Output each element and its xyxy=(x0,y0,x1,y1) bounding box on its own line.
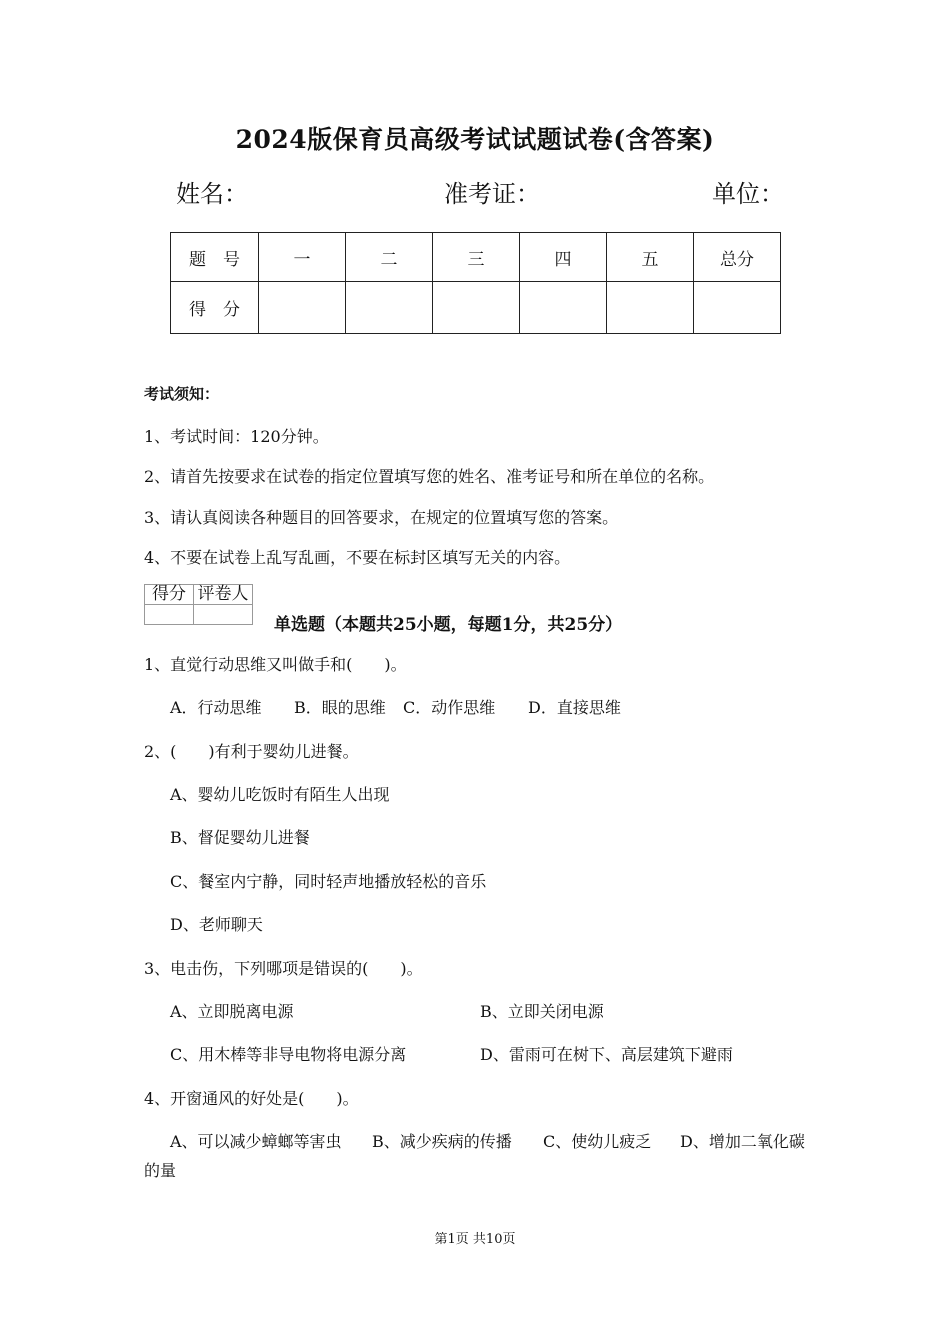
column-header: 二 xyxy=(346,233,433,282)
page-footer: 第1页 共10页 xyxy=(434,1232,516,1247)
question-option: D、老师聊天 xyxy=(170,915,263,934)
grader-label: 评卷人 xyxy=(194,585,253,605)
exam-id-field-label: 准考证： xyxy=(444,180,540,208)
column-header: 三 xyxy=(433,233,520,282)
column-header: 一 xyxy=(259,233,346,282)
question-option: A、婴幼儿吃饭时有陌生人出现 xyxy=(170,785,390,804)
score-cell[interactable] xyxy=(520,282,607,334)
notice-item: 4、不要在试卷上乱写乱画，不要在标封区填写无关的内容。 xyxy=(144,548,571,567)
score-label: 得 分 xyxy=(171,282,259,334)
score-cell[interactable] xyxy=(433,282,520,334)
unit-field-label: 单位： xyxy=(712,180,784,208)
question-stem: 1、直觉行动思维又叫做手和( )。 xyxy=(144,655,407,674)
question-option: B．眼的思维 xyxy=(294,698,386,717)
section-heading: 单选题（本题共25小题，每题1分，共25分） xyxy=(274,615,623,635)
question-option: A、可以减少蟑螂等害虫 xyxy=(170,1132,342,1151)
question-option: C．动作思维 xyxy=(403,698,496,717)
score-table-header-row xyxy=(171,233,781,282)
question-option: C、使幼儿疲乏 xyxy=(543,1132,652,1151)
score-cell[interactable] xyxy=(259,282,346,334)
question-option: C、用木棒等非导电物将电源分离 xyxy=(170,1045,407,1064)
name-field-label: 姓名： xyxy=(176,180,248,208)
notice-item: 2、请首先按要求在试卷的指定位置填写您的姓名、准考证号和所在单位的名称。 xyxy=(144,467,715,486)
question-option: A．行动思维 xyxy=(170,698,262,717)
column-header: 五 xyxy=(607,233,694,282)
question-stem: 2、( )有利于婴幼儿进餐。 xyxy=(144,742,359,761)
notice-item: 3、请认真阅读各种题目的回答要求，在规定的位置填写您的答案。 xyxy=(144,508,619,527)
question-stem: 3、电击伤，下列哪项是错误的( )。 xyxy=(144,959,423,978)
question-option: D、增加二氧化碳 xyxy=(680,1132,805,1151)
question-option: C、餐室内宁静，同时轻声地播放轻松的音乐 xyxy=(170,872,487,891)
grader-score-cell[interactable] xyxy=(145,605,194,625)
column-header: 总分 xyxy=(694,233,781,282)
score-table xyxy=(170,232,781,334)
score-cell[interactable] xyxy=(694,282,781,334)
question-number-label: 题 号 xyxy=(171,233,259,282)
score-cell[interactable] xyxy=(346,282,433,334)
notice-heading: 考试须知： xyxy=(144,385,220,403)
question-option: B、立即关闭电源 xyxy=(480,1002,604,1021)
question-option: B、减少疾病的传播 xyxy=(372,1132,512,1151)
page-title: 2024版保育员高级考试试题试卷(含答案) xyxy=(235,125,715,154)
notice-item: 1、考试时间：120分钟。 xyxy=(144,427,329,446)
question-option: D、雷雨可在树下、高层建筑下避雨 xyxy=(480,1045,733,1064)
grader-box xyxy=(144,584,253,625)
question-option-continuation: 的量 xyxy=(144,1161,177,1180)
score-table-score-row xyxy=(171,282,781,334)
column-header: 四 xyxy=(520,233,607,282)
score-cell[interactable] xyxy=(607,282,694,334)
question-option: A、立即脱离电源 xyxy=(170,1002,294,1021)
question-option: B、督促婴幼儿进餐 xyxy=(170,828,310,847)
grader-name-cell[interactable] xyxy=(194,605,253,625)
grader-score-label: 得分 xyxy=(145,585,194,605)
question-option: D．直接思维 xyxy=(528,698,621,717)
question-stem: 4、开窗通风的好处是( )。 xyxy=(144,1089,359,1108)
